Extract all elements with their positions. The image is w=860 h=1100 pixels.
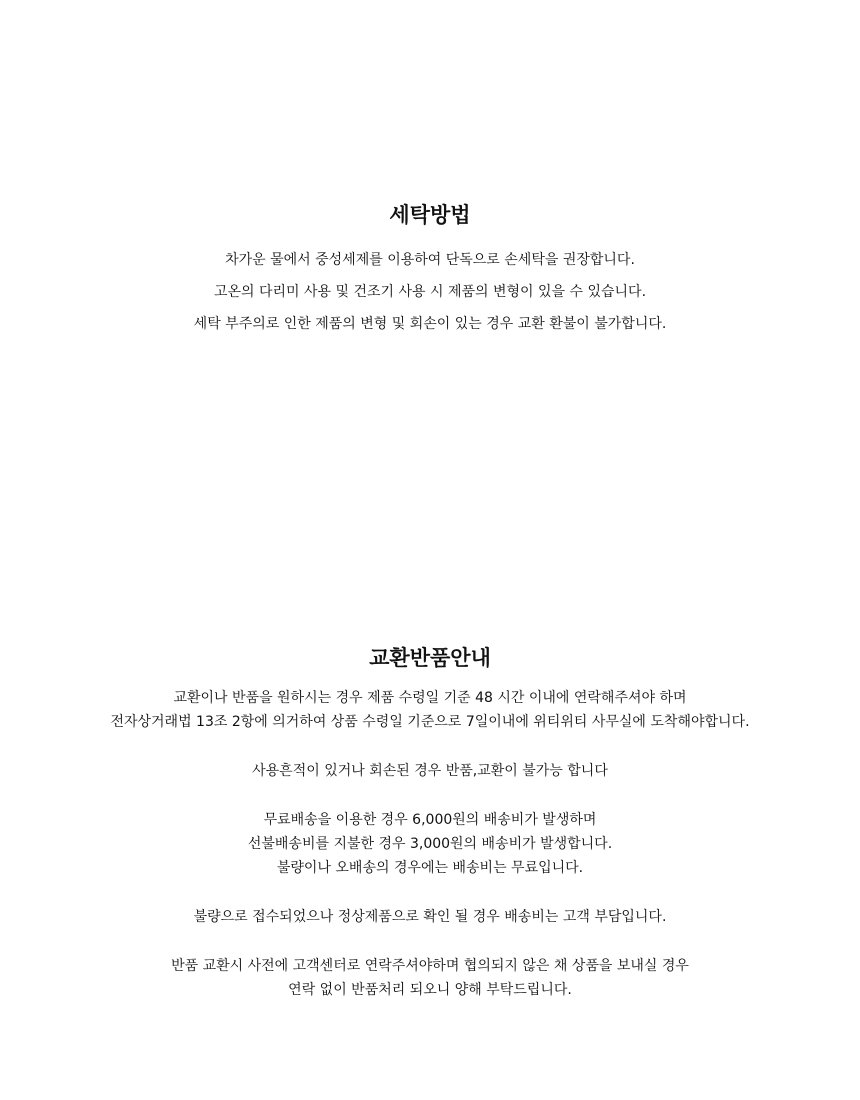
title-spacer xyxy=(0,230,860,244)
defect-check-paragraph xyxy=(0,905,860,929)
contact-notice-paragraph xyxy=(0,954,860,1002)
shipping-fee-line-2: 선불배송비를 지불한 경우 3,000원의 배송비가 발생합니다. xyxy=(247,836,613,852)
shipping-fee-line-3: 불량이나 오배송의 경우에는 배송비는 무료입니다. xyxy=(276,860,584,876)
exchange-deadline-line-1: 교환이나 반품을 원하시는 경우 제품 수령일 기준 48 시간 이내에 연락해주셔야 하며 xyxy=(173,690,687,706)
defect-check-line: 불량으로 접수되었으나 정상제품으로 확인 될 경우 배송비는 고객 부담입니다. xyxy=(193,909,667,925)
exchange-return-title: 교환반품안내 xyxy=(369,646,491,670)
washing-instruction-line-3: 세탁 부주의로 인한 제품의 변형 및 회손이 있는 경우 교환 환불이 불가합니다. xyxy=(193,316,667,332)
paragraph-spacer xyxy=(0,734,860,759)
paragraph-spacer xyxy=(0,929,860,954)
contact-notice-line-2: 연락 없이 반품처리 되오니 양해 부탁드립니다. xyxy=(288,982,572,998)
exchange-deadline-line-2: 전자상거래법 13조 2항에 의거하여 상품 수령일 기준으로 7일이내에 위티위티 사무실에 도착해야합니다. xyxy=(110,714,750,730)
shipping-fee-line-1: 무료배송을 이용한 경우 6,000원의 배송비가 발생하며 xyxy=(263,812,597,828)
used-item-line: 사용흔적이 있거나 회손된 경우 반품,교환이 불가능 합니다 xyxy=(252,763,608,779)
shipping-fee-paragraph xyxy=(0,808,860,880)
paragraph-spacer xyxy=(0,783,860,808)
washing-instruction-line-1: 차가운 물에서 중성세제를 이용하여 단독으로 손세탁을 권장합니다. xyxy=(225,252,635,268)
exchange-return-section xyxy=(0,643,860,1002)
washing-instructions-section xyxy=(0,200,860,340)
washing-instruction-line-2: 고온의 다리미 사용 및 건조기 사용 시 제품의 변형이 있을 수 있습니다. xyxy=(213,284,647,300)
washing-instructions-title: 세탁방법 xyxy=(389,203,471,227)
title-spacer xyxy=(0,673,860,686)
paragraph-spacer xyxy=(0,880,860,905)
exchange-deadline-paragraph xyxy=(0,686,860,734)
contact-notice-line-1: 반품 교환시 사전에 고객센터로 연락주셔야하며 협의되지 않은 채 상품을 보내실 경우 xyxy=(171,958,689,974)
used-item-paragraph xyxy=(0,759,860,783)
